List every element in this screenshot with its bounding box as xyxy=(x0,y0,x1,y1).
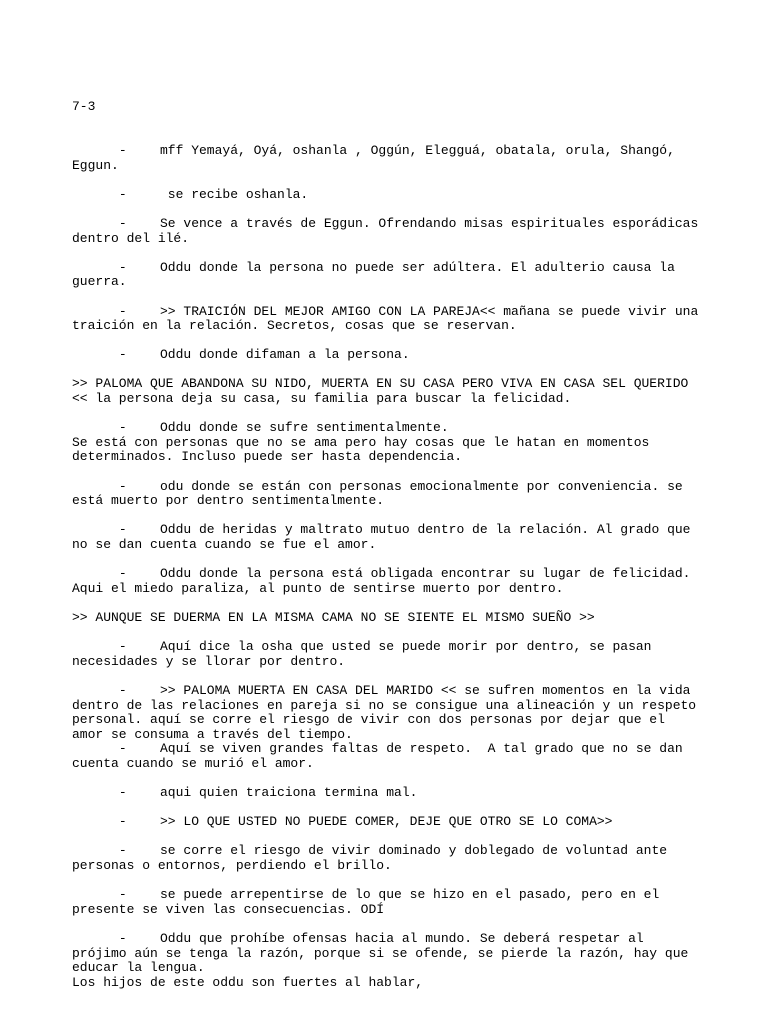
paragraph-text: >> AUNQUE SE DUERMA EN LA MISMA CAMA NO SE SIENTE EL MISMO SUEÑO >> xyxy=(72,609,595,625)
bullet-paragraph xyxy=(72,932,702,976)
bullet-paragraph xyxy=(72,684,702,742)
page-reference: 7-3 xyxy=(72,99,96,115)
paragraph-text: se recibe oshanla. xyxy=(160,186,309,202)
bullet-dash-icon: - xyxy=(72,259,127,275)
paragraph-text: Se está con personas que no se ama pero hay cosas que le hatan en momentos determinados. Incluso puede ser hasta dependencia. xyxy=(72,434,658,465)
bullet-paragraph xyxy=(72,742,702,771)
paragraph-text: se corre el riesgo de vivir dominado y doblegado de voluntad ante personas o entornos, perdiendo el brillo. xyxy=(72,843,675,874)
paragraph-text: Oddu donde se sufre sentimentalmente. xyxy=(160,420,449,436)
bullet-dash-icon: - xyxy=(72,682,127,698)
text-paragraph xyxy=(72,976,702,991)
paragraph-text: odu donde se están con personas emocionalmente por conveniencia. se está muerto por dentro sentimentalmente. xyxy=(72,478,691,509)
paragraph-text: >> PALOMA QUE ABANDONA SU NIDO, MUERTA EN SU CASA PERO VIVA EN CASA SEL QUERIDO << la persona deja su casa, su familia para buscar la felicidad. xyxy=(72,376,697,407)
paragraph-text: Los hijos de este oddu son fuertes al hablar, xyxy=(72,974,424,990)
bullet-dash-icon: - xyxy=(72,215,127,231)
bullet-paragraph xyxy=(72,888,702,917)
bullet-paragraph xyxy=(72,844,702,873)
paragraph-text: >> LO QUE USTED NO PUEDE COMER, DEJE QUE OTRO SE LO COMA>> xyxy=(160,814,613,830)
bullet-paragraph xyxy=(72,215,707,246)
bullet-dash-icon: - xyxy=(72,785,127,801)
bullet-paragraph xyxy=(72,188,702,203)
bullet-paragraph xyxy=(72,786,702,801)
bullet-dash-icon: - xyxy=(72,843,127,859)
paragraph-text: Se vence a través de Eggun. Ofrendando misas espirituales esporádicas dentro del ilé. xyxy=(72,215,707,246)
bullet-paragraph xyxy=(72,815,702,830)
bullet-dash-icon: - xyxy=(72,887,127,903)
paragraph-text: aqui quien traiciona termina mal. xyxy=(160,785,418,801)
paragraph-text: >> TRAICIÓN DEL MEJOR AMIGO CON LA PAREJA<< mañana se puede vivir una traición en la relación. Secretos, cosas que se reservan. xyxy=(72,303,707,334)
bullet-dash-icon: - xyxy=(72,478,127,494)
bullet-dash-icon: - xyxy=(72,814,127,830)
paragraph-text: Aquí dice la osha que usted se puede morir por dentro, se pasan necesidades y se llorar por dentro. xyxy=(72,639,660,669)
bullet-dash-icon: - xyxy=(72,741,127,757)
bullet-dash-icon: - xyxy=(72,347,127,363)
paragraph-text: Oddu donde difaman a la persona. xyxy=(160,347,410,363)
paragraph-text: >> PALOMA MUERTA EN CASA DEL MARIDO << se sufren momentos en la vida dentro de las relaciones en pareja si no se consigue una alineación y un respeto personal. aquí se corre el riesgo de vivir con dos personas por dejar que el amor se consuma a través del tiempo. xyxy=(72,682,704,742)
bullet-dash-icon: - xyxy=(72,142,127,158)
text-paragraph xyxy=(72,436,702,465)
bullet-paragraph xyxy=(72,144,702,173)
bullet-dash-icon: - xyxy=(72,522,127,538)
paragraph-text: Oddu donde la persona no puede ser adúltera. El adulterio causa la guerra. xyxy=(72,259,683,290)
text-paragraph xyxy=(72,377,702,406)
bullet-dash-icon: - xyxy=(72,566,127,582)
paragraph-list xyxy=(72,142,707,990)
bullet-paragraph xyxy=(72,640,702,669)
paragraph-text: Oddu que prohíbe ofensas hacia al mundo. Se deberá respetar al prójimo aún se tenga la razón, porque si se ofende, se pierde la razón, hay que educar la lengua. xyxy=(72,931,697,976)
paragraph-text: Oddu donde la persona está obligada encontrar su lugar de felicidad. Aqui el miedo paraliza, al punto de sentirse muerto por dentro. xyxy=(72,566,699,596)
bullet-paragraph xyxy=(72,567,702,596)
bullet-paragraph xyxy=(72,421,702,436)
document-page xyxy=(72,71,707,1020)
bullet-dash-icon: - xyxy=(72,420,127,436)
bullet-dash-icon: - xyxy=(72,639,127,655)
paragraph-text: mff Yemayá, Oyá, oshanla , Oggún, Elegguá, obatala, orula, Shangó, Eggun. xyxy=(72,142,683,173)
paragraph-text: Oddu de heridas y maltrato mutuo dentro de la relación. Al grado que no se dan cuenta cuando se fue el amor. xyxy=(72,522,699,552)
bullet-dash-icon: - xyxy=(72,186,127,202)
paragraph-text: se puede arrepentirse de lo que se hizo en el pasado, pero en el presente se viven las consecuencias. ODÍ xyxy=(72,887,668,917)
text-paragraph xyxy=(72,611,702,626)
bullet-paragraph xyxy=(72,480,702,509)
bullet-paragraph xyxy=(72,261,702,290)
bullet-paragraph xyxy=(72,523,702,552)
bullet-dash-icon: - xyxy=(72,303,127,319)
bullet-paragraph xyxy=(72,348,702,363)
paragraph-text: Aquí se viven grandes faltas de respeto. A tal grado que no se dan cuenta cuando se murió el amor. xyxy=(72,741,691,771)
bullet-paragraph xyxy=(72,303,707,334)
bullet-dash-icon: - xyxy=(72,931,127,947)
